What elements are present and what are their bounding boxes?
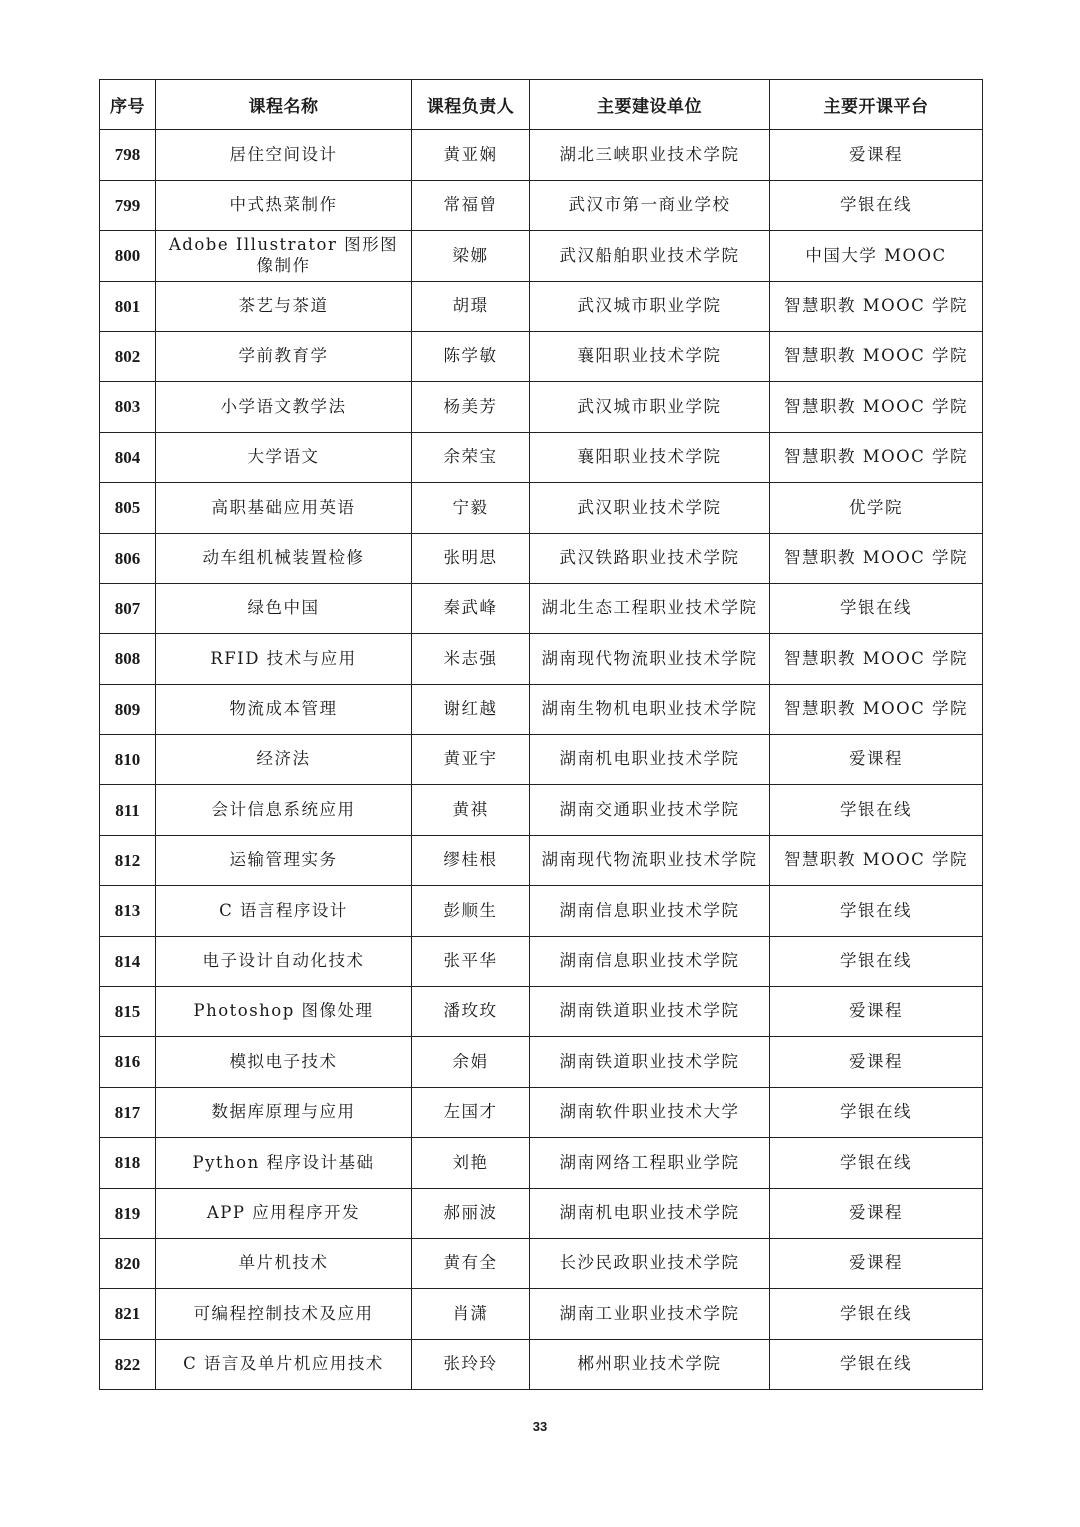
cell-course-name: 电子设计自动化技术 (156, 936, 412, 986)
table-row (100, 583, 983, 633)
cell-platform: 爱课程 (770, 1188, 983, 1238)
cell-construction-unit: 湖北三峡职业技术学院 (530, 130, 770, 180)
cell-platform: 学银在线 (770, 1087, 983, 1137)
header-platform: 主要开课平台 (770, 80, 983, 130)
cell-platform: 中国大学 MOOC (770, 231, 983, 281)
cell-construction-unit: 湖南交通职业技术学院 (530, 785, 770, 835)
table-row (100, 533, 983, 583)
cell-construction-unit: 湖南铁道职业技术学院 (530, 987, 770, 1037)
cell-construction-unit: 武汉船舶职业技术学院 (530, 231, 770, 281)
cell-course-owner: 郝丽波 (412, 1188, 530, 1238)
cell-platform: 智慧职教 MOOC 学院 (770, 281, 983, 331)
cell-serial-number: 811 (100, 785, 156, 835)
cell-serial-number: 820 (100, 1238, 156, 1288)
cell-serial-number: 821 (100, 1289, 156, 1339)
cell-construction-unit: 湖南生物机电职业技术学院 (530, 684, 770, 734)
cell-serial-number: 817 (100, 1087, 156, 1137)
cell-construction-unit: 武汉城市职业学院 (530, 281, 770, 331)
cell-course-owner: 肖潇 (412, 1289, 530, 1339)
table-row (100, 886, 983, 936)
cell-construction-unit: 湖南机电职业技术学院 (530, 1188, 770, 1238)
cell-course-name: 单片机技术 (156, 1238, 412, 1288)
cell-course-owner: 陈学敏 (412, 331, 530, 381)
header-construction-unit: 主要建设单位 (530, 80, 770, 130)
table-row (100, 331, 983, 381)
table-row (100, 281, 983, 331)
cell-course-name: 模拟电子技术 (156, 1037, 412, 1087)
cell-serial-number: 801 (100, 281, 156, 331)
cell-platform: 爱课程 (770, 1037, 983, 1087)
cell-construction-unit: 襄阳职业技术学院 (530, 331, 770, 381)
table-row (100, 684, 983, 734)
cell-course-owner: 张平华 (412, 936, 530, 986)
table-row (100, 432, 983, 482)
cell-construction-unit: 湖南机电职业技术学院 (530, 735, 770, 785)
cell-platform: 智慧职教 MOOC 学院 (770, 331, 983, 381)
cell-construction-unit: 武汉职业技术学院 (530, 483, 770, 533)
cell-course-owner: 张明思 (412, 533, 530, 583)
cell-platform: 学银在线 (770, 1138, 983, 1188)
cell-course-name: 大学语文 (156, 432, 412, 482)
cell-construction-unit: 武汉铁路职业技术学院 (530, 533, 770, 583)
cell-platform: 学银在线 (770, 1289, 983, 1339)
cell-course-name: 学前教育学 (156, 331, 412, 381)
cell-course-name: 物流成本管理 (156, 684, 412, 734)
cell-platform: 学银在线 (770, 180, 983, 230)
table-row (100, 1138, 983, 1188)
table-row (100, 735, 983, 785)
cell-course-name: 经济法 (156, 735, 412, 785)
cell-serial-number: 808 (100, 634, 156, 684)
table-row (100, 785, 983, 835)
cell-serial-number: 798 (100, 130, 156, 180)
cell-course-name: 数据库原理与应用 (156, 1087, 412, 1137)
cell-course-name: Photoshop 图像处理 (156, 987, 412, 1037)
cell-course-owner: 缪桂根 (412, 835, 530, 885)
cell-construction-unit: 襄阳职业技术学院 (530, 432, 770, 482)
cell-platform: 爱课程 (770, 987, 983, 1037)
cell-construction-unit: 湖南现代物流职业技术学院 (530, 835, 770, 885)
cell-serial-number: 819 (100, 1188, 156, 1238)
cell-course-name: Adobe Illustrator 图形图像制作 (156, 231, 412, 281)
cell-course-owner: 余娟 (412, 1037, 530, 1087)
cell-construction-unit: 湖南信息职业技术学院 (530, 936, 770, 986)
cell-platform: 智慧职教 MOOC 学院 (770, 684, 983, 734)
table-row (100, 835, 983, 885)
cell-course-owner: 黄亚宇 (412, 735, 530, 785)
cell-serial-number: 818 (100, 1138, 156, 1188)
cell-serial-number: 816 (100, 1037, 156, 1087)
cell-platform: 学银在线 (770, 785, 983, 835)
cell-course-owner: 常福曾 (412, 180, 530, 230)
cell-course-name: Python 程序设计基础 (156, 1138, 412, 1188)
cell-course-owner: 胡璟 (412, 281, 530, 331)
table-row (100, 382, 983, 432)
table-row (100, 1188, 983, 1238)
cell-construction-unit: 湖南铁道职业技术学院 (530, 1037, 770, 1087)
cell-serial-number: 812 (100, 835, 156, 885)
cell-course-owner: 黄有全 (412, 1238, 530, 1288)
course-table (99, 79, 983, 1390)
cell-course-owner: 张玲玲 (412, 1339, 530, 1389)
cell-platform: 学银在线 (770, 886, 983, 936)
cell-serial-number: 813 (100, 886, 156, 936)
cell-course-name: RFID 技术与应用 (156, 634, 412, 684)
cell-course-name: 中式热菜制作 (156, 180, 412, 230)
cell-course-owner: 杨美芳 (412, 382, 530, 432)
table-row (100, 1087, 983, 1137)
cell-course-name: C 语言程序设计 (156, 886, 412, 936)
cell-serial-number: 805 (100, 483, 156, 533)
cell-platform: 智慧职教 MOOC 学院 (770, 533, 983, 583)
table-row (100, 936, 983, 986)
cell-course-owner: 梁娜 (412, 231, 530, 281)
cell-platform: 智慧职教 MOOC 学院 (770, 432, 983, 482)
cell-serial-number: 803 (100, 382, 156, 432)
table-header-row (100, 80, 983, 130)
cell-construction-unit: 长沙民政职业技术学院 (530, 1238, 770, 1288)
cell-construction-unit: 湖南网络工程职业学院 (530, 1138, 770, 1188)
table-body (100, 130, 983, 1390)
cell-serial-number: 810 (100, 735, 156, 785)
cell-course-owner: 左国才 (412, 1087, 530, 1137)
cell-course-owner: 余荣宝 (412, 432, 530, 482)
table-row (100, 1238, 983, 1288)
cell-platform: 学银在线 (770, 1339, 983, 1389)
cell-platform: 智慧职教 MOOC 学院 (770, 835, 983, 885)
cell-course-name: 高职基础应用英语 (156, 483, 412, 533)
cell-platform: 爱课程 (770, 1238, 983, 1288)
cell-construction-unit: 湖南工业职业技术学院 (530, 1289, 770, 1339)
cell-serial-number: 799 (100, 180, 156, 230)
table-row (100, 180, 983, 230)
cell-platform: 优学院 (770, 483, 983, 533)
table-row (100, 1339, 983, 1389)
cell-serial-number: 804 (100, 432, 156, 482)
cell-course-name: 茶艺与茶道 (156, 281, 412, 331)
page-number: 33 (532, 1419, 548, 1434)
cell-course-name: C 语言及单片机应用技术 (156, 1339, 412, 1389)
header-course-name: 课程名称 (156, 80, 412, 130)
cell-course-owner: 宁毅 (412, 483, 530, 533)
cell-course-name: APP 应用程序开发 (156, 1188, 412, 1238)
cell-serial-number: 802 (100, 331, 156, 381)
cell-course-owner: 米志强 (412, 634, 530, 684)
cell-course-owner: 刘艳 (412, 1138, 530, 1188)
table-row (100, 1289, 983, 1339)
cell-course-name: 居住空间设计 (156, 130, 412, 180)
cell-course-name: 动车组机械装置检修 (156, 533, 412, 583)
cell-construction-unit: 武汉城市职业学院 (530, 382, 770, 432)
cell-serial-number: 814 (100, 936, 156, 986)
cell-platform: 爱课程 (770, 735, 983, 785)
cell-course-name: 运输管理实务 (156, 835, 412, 885)
cell-course-owner: 彭顺生 (412, 886, 530, 936)
table-row (100, 130, 983, 180)
cell-platform: 爱课程 (770, 130, 983, 180)
cell-serial-number: 815 (100, 987, 156, 1037)
cell-course-name: 可编程控制技术及应用 (156, 1289, 412, 1339)
cell-platform: 学银在线 (770, 936, 983, 986)
cell-platform: 智慧职教 MOOC 学院 (770, 634, 983, 684)
table-row (100, 483, 983, 533)
cell-platform: 智慧职教 MOOC 学院 (770, 382, 983, 432)
cell-construction-unit: 湖南现代物流职业技术学院 (530, 634, 770, 684)
cell-course-name: 会计信息系统应用 (156, 785, 412, 835)
cell-construction-unit: 武汉市第一商业学校 (530, 180, 770, 230)
cell-platform: 学银在线 (770, 583, 983, 633)
table-row (100, 231, 983, 281)
cell-serial-number: 822 (100, 1339, 156, 1389)
table-row (100, 987, 983, 1037)
table-row (100, 634, 983, 684)
header-serial-number: 序号 (100, 80, 156, 130)
header-course-owner: 课程负责人 (412, 80, 530, 130)
cell-serial-number: 807 (100, 583, 156, 633)
cell-construction-unit: 湖北生态工程职业技术学院 (530, 583, 770, 633)
cell-serial-number: 800 (100, 231, 156, 281)
cell-course-owner: 潘玫玫 (412, 987, 530, 1037)
cell-course-owner: 谢红越 (412, 684, 530, 734)
cell-course-owner: 秦武峰 (412, 583, 530, 633)
cell-serial-number: 809 (100, 684, 156, 734)
cell-course-owner: 黄亚娴 (412, 130, 530, 180)
cell-course-owner: 黄祺 (412, 785, 530, 835)
cell-serial-number: 806 (100, 533, 156, 583)
cell-construction-unit: 湖南软件职业技术大学 (530, 1087, 770, 1137)
cell-course-name: 小学语文教学法 (156, 382, 412, 432)
cell-construction-unit: 郴州职业技术学院 (530, 1339, 770, 1389)
cell-construction-unit: 湖南信息职业技术学院 (530, 886, 770, 936)
cell-course-name: 绿色中国 (156, 583, 412, 633)
table-row (100, 1037, 983, 1087)
